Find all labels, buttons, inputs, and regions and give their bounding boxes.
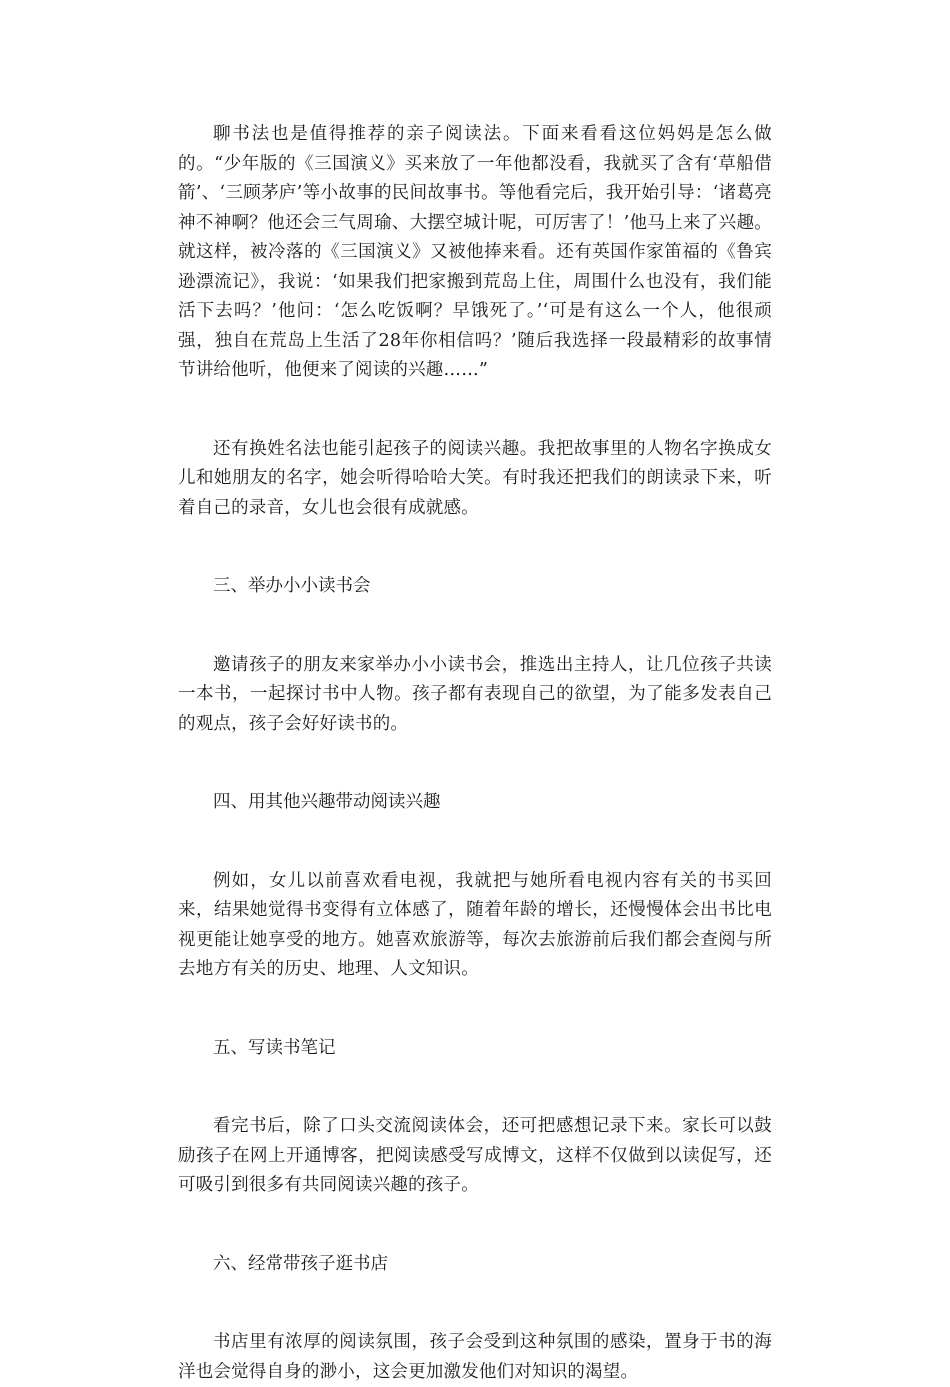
paragraph-bookstore: 书店里有浓厚的阅读氛围，孩子会受到这种氛围的感染，置身于书的海洋也会觉得自身的渺小，这会更加激发他们对知识的渴望。 bbox=[178, 1332, 772, 1382]
section-heading-reading-club: 三、举办小小读书会 bbox=[213, 576, 371, 596]
paragraph-other-interests: 例如，女儿以前喜欢看电视，我就把与她所看电视内容有关的书买回来，结果她觉得书变得有立体感了，随着年龄的增长，还慢慢体会出书比电视更能让她享受的地方。她喜欢旅游等，每次去旅游前后我们都会查阅与所去地方有关的历史、地理、人文知识。 bbox=[178, 870, 772, 979]
paragraph-reading-club: 邀请孩子的朋友来家举办小小读书会，推选出主持人，让几位孩子共读一本书，一起探讨书中人物。孩子都有表现自己的欲望，为了能多发表自己的观点，孩子会好好读书的。 bbox=[178, 654, 772, 734]
paragraph-name-swap-method: 还有换姓名法也能引起孩子的阅读兴趣。我把故事里的人物名字换成女儿和她朋友的名字，她会听得哈哈大笑。有时我还把我们的朗读录下来，听着自己的录音，女儿也会很有成就感。 bbox=[178, 438, 772, 518]
paragraph-reading-notes: 看完书后，除了口头交流阅读体会，还可把感想记录下来。家长可以鼓励孩子在网上开通博客，把阅读感受写成博文，这样不仅做到以读促写，还可吸引到很多有共同阅读兴趣的孩子。 bbox=[178, 1116, 772, 1195]
document-page bbox=[178, 120, 772, 1387]
section-heading-bookstore: 六、经常带孩子逛书店 bbox=[213, 1253, 388, 1274]
paragraph-calligraphy-method: 聊书法也是值得推荐的亲子阅读法。下面来看看这位妈妈是怎么做的。“少年版的《三国演义》买来放了一年他都没看，我就买了含有‘草船借箭’、‘三顾茅庐’等小故事的民间故事书。等他看完后，我开始引导：‘诸葛亮神不神啊？他还会三气周瑜、大摆空城计呢，可厉害了！’他马上来了兴趣。就这样，被冷落的《三国演义》又被他捧来看。还有英国作家笛福的《鲁宾逊漂流记》，我说：‘如果我们把家搬到荒岛上住，周围什么也没有，我们能活下去吗？’他问：‘怎么吃饭啊？早饿死了。’‘可是有这么一个人，他很顽强，独自在荒岛上生活了28年你相信吗？’随后我选择一段最精彩的故事情节讲给他听，他便来了阅读的兴趣……” bbox=[178, 124, 772, 380]
section-heading-other-interests: 四、用其他兴趣带动阅读兴趣 bbox=[213, 792, 441, 812]
section-heading-reading-notes: 五、写读书笔记 bbox=[213, 1037, 336, 1058]
